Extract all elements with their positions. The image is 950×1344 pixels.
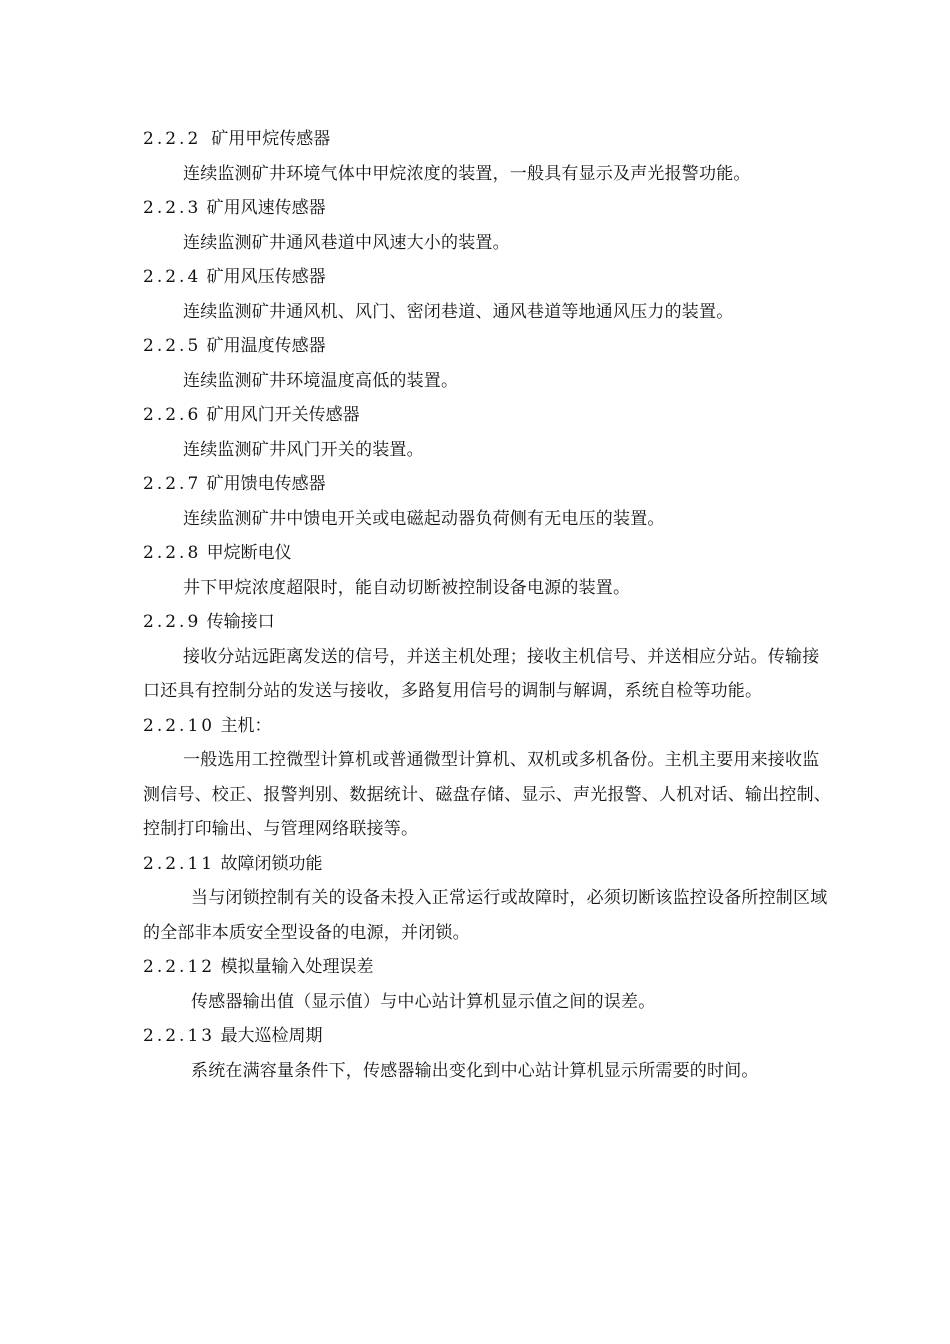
section-title: 模拟量输入处理误差 — [220, 957, 374, 977]
section-body: 连续监测矿井通风机、风门、密闭巷道、通风巷道等地通风压力的装置。 — [183, 301, 734, 322]
section-number: 2.2.5 — [143, 336, 202, 356]
section-body: 连续监测矿井中馈电开关或电磁起动器负荷侧有无电压的装置。 — [183, 508, 665, 529]
section-number: 2.2.13 — [143, 1026, 216, 1046]
section-body: 连续监测矿井风门开关的装置。 — [183, 439, 424, 460]
section-number: 2.2.11 — [143, 853, 216, 874]
section-heading — [143, 467, 833, 502]
section-number: 2.2.9 — [143, 612, 202, 632]
section-heading — [143, 329, 833, 364]
section-body: 系统在满容量条件下，传感器输出变化到中心站计算机显示所需要的时间。 — [191, 1060, 759, 1081]
section-title: 矿用甲烷传感器 — [211, 129, 331, 149]
section-number: 2.2.7 — [143, 474, 202, 494]
section-body: 连续监测矿井环境气体中甲烷浓度的装置，一般具有显示及声光报警功能。 — [183, 163, 751, 184]
section-heading — [143, 398, 833, 433]
section-title: 故障闭锁功能 — [220, 853, 323, 874]
section-body: 连续监测矿井环境温度高低的装置。 — [183, 370, 459, 391]
section-title: 主机： — [220, 715, 272, 736]
section-body: 传感器输出值（显示值）与中心站计算机显示值之间的误差。 — [191, 991, 656, 1012]
section-heading — [143, 847, 833, 882]
section-heading — [143, 709, 833, 744]
section-number: 2.2.10 — [143, 715, 216, 736]
section-body: 当与闭锁控制有关的设备未投入正常运行或故障时，必须切断该监控设备所控制区域的全部非本质安全型设备的电源，并闭锁。 — [143, 888, 828, 943]
section-body: 连续监测矿井通风巷道中风速大小的装置。 — [183, 232, 510, 253]
section-title: 传输接口 — [206, 612, 275, 632]
section-title: 矿用馈电传感器 — [206, 474, 326, 494]
section-heading — [143, 950, 833, 985]
document-body — [143, 122, 833, 1088]
section-number: 2.2.8 — [143, 543, 202, 563]
section-body: 井下甲烷浓度超限时，能自动切断被控制设备电源的装置。 — [183, 577, 631, 598]
section-title: 甲烷断电仪 — [206, 543, 292, 563]
section-title: 最大巡检周期 — [220, 1026, 323, 1046]
section-title: 矿用风压传感器 — [206, 267, 326, 287]
section-title: 矿用温度传感器 — [206, 336, 326, 356]
section-body: 一般选用工控微型计算机或普通微型计算机、双机或多机备份。主机主要用来接收监测信号、校正、报警判别、数据统计、磁盘存储、显示、声光报警、人机对话、输出控制、控制打印输出、与管理网络联接等。 — [143, 750, 831, 839]
section-number: 2.2.6 — [143, 405, 202, 425]
section-heading — [143, 1019, 833, 1054]
section-heading — [143, 122, 833, 157]
section-heading — [143, 536, 833, 571]
section-heading — [143, 191, 833, 226]
section-number: 2.2.12 — [143, 957, 216, 977]
section-number: 2.2.4 — [143, 267, 202, 287]
section-number: 2.2.3 — [143, 198, 202, 218]
section-heading — [143, 260, 833, 295]
section-heading — [143, 605, 833, 640]
section-title: 矿用风速传感器 — [206, 198, 326, 218]
section-body: 接收分站远距离发送的信号，并送主机处理；接收主机信号、并送相应分站。传输接口还具有控制分站的发送与接收，多路复用信号的调制与解调，系统自检等功能。 — [143, 646, 820, 701]
section-title: 矿用风门开关传感器 — [206, 405, 360, 425]
section-number: 2.2.2 — [143, 129, 202, 149]
